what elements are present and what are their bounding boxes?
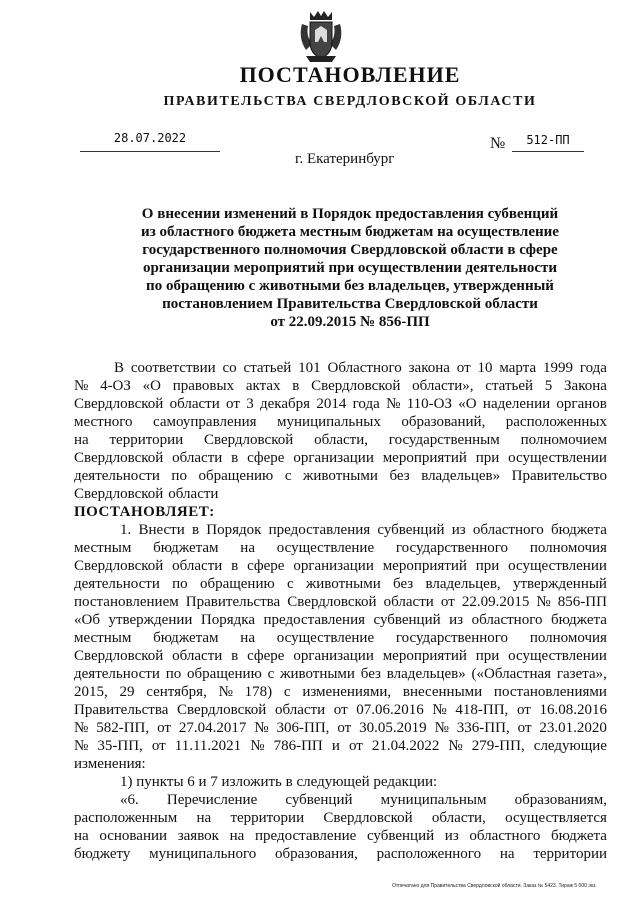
body-line <box>74 755 607 773</box>
word: наделении <box>482 396 551 412</box>
word: бюджета <box>550 612 607 628</box>
word: Свердловской <box>74 486 164 502</box>
word: государственного <box>395 540 509 556</box>
word: 178) <box>244 684 273 700</box>
word: животными <box>305 576 381 592</box>
word: следующие <box>533 738 607 754</box>
word: утверждении <box>108 612 193 628</box>
word: 21.04.2022 <box>371 738 440 754</box>
word: предоставление <box>255 828 357 844</box>
body-line <box>74 845 607 863</box>
body-line <box>74 377 607 395</box>
word: без <box>389 468 410 484</box>
word: статьей <box>243 360 292 376</box>
word: полномочием <box>520 432 607 448</box>
word: мероприятий <box>382 558 467 574</box>
word: на <box>196 810 212 826</box>
word: от <box>333 702 348 718</box>
word: «О <box>142 378 161 394</box>
word: владельцев, <box>425 576 501 592</box>
word: Свердловской <box>74 648 164 664</box>
word: Правительства <box>185 594 281 610</box>
document-heading <box>110 205 590 331</box>
body-line <box>74 611 607 629</box>
word: № <box>254 720 269 736</box>
word: по <box>171 468 187 484</box>
word: бюджетам <box>153 540 219 556</box>
word: от <box>516 702 531 718</box>
word: № <box>536 594 551 610</box>
word: территории <box>109 432 184 448</box>
word: от <box>440 594 455 610</box>
word: территории <box>230 810 305 826</box>
word: 279-ПП, <box>471 738 525 754</box>
document-date: 28.07.2022 <box>80 131 220 152</box>
word: образования, <box>275 846 358 862</box>
word: бюджета <box>551 828 607 844</box>
word: заявок <box>177 828 219 844</box>
word: основании <box>99 828 168 844</box>
word: № <box>434 720 449 736</box>
body-line <box>74 719 607 737</box>
word: Закона <box>564 378 607 394</box>
word: актах <box>245 378 281 394</box>
word: осуществление <box>276 540 375 556</box>
word: года <box>352 396 380 412</box>
word: 786-ПП <box>273 738 323 754</box>
decree-word: ПОСТАНОВЛЯЕТ: <box>74 504 215 520</box>
word: владельцев» <box>421 468 501 484</box>
body-line <box>74 575 607 593</box>
word: обращению <box>198 468 274 484</box>
word: деятельности <box>74 666 160 682</box>
word: образований, <box>401 414 486 430</box>
word: обращению <box>199 576 275 592</box>
word: 30.05.2019 <box>359 720 427 736</box>
word: Правительства <box>74 702 169 718</box>
word: 582-ПП, <box>96 720 150 736</box>
word: в <box>231 558 239 574</box>
word: бюджета <box>551 522 607 538</box>
body-line <box>74 629 607 647</box>
word: утвержденный <box>512 576 607 592</box>
word: расположенных <box>505 414 607 430</box>
word: из <box>451 522 466 538</box>
word: марта <box>499 360 537 376</box>
word: Перечисление <box>166 792 258 808</box>
word: Свердловской <box>74 450 164 466</box>
word: от <box>157 720 171 736</box>
word: области <box>169 396 220 412</box>
word: при <box>475 450 500 466</box>
heading-line: по обращению с животными без владельцев, утвержденный <box>146 278 554 294</box>
word: обращению <box>187 666 262 682</box>
word: соответствии <box>130 360 216 376</box>
word: 29 <box>119 684 135 700</box>
body-line <box>74 539 607 557</box>
word: субвенций <box>377 522 445 538</box>
word: 1999 <box>542 360 573 376</box>
word: 101 <box>298 360 321 376</box>
word: внесенными <box>402 684 483 700</box>
word: № <box>448 738 463 754</box>
word: на <box>499 846 515 862</box>
word: субвенций <box>373 612 441 628</box>
word: 856-ПП <box>557 594 607 610</box>
word: осуществлении <box>508 648 607 664</box>
word: областного <box>469 828 541 844</box>
word: деятельности <box>74 468 160 484</box>
body-line <box>74 647 607 665</box>
word: деятельности <box>74 576 160 592</box>
word: органов <box>556 396 607 412</box>
word: 22.09.2015 <box>461 594 530 610</box>
word: 4-ОЗ <box>100 378 131 394</box>
word: из <box>449 612 464 628</box>
word: местного <box>74 414 133 430</box>
heading-line: от 22.09.2015 № 856-ПП <box>270 314 430 330</box>
word: самоуправления <box>152 414 257 430</box>
word: 418-ПП, <box>455 702 509 718</box>
word: № <box>250 738 265 754</box>
body-line <box>74 701 607 719</box>
word: с <box>283 684 291 700</box>
word: 3 <box>246 396 254 412</box>
word: области, <box>314 432 368 448</box>
word: области <box>172 648 223 664</box>
word: статьей <box>485 378 534 394</box>
body-line <box>74 359 607 377</box>
word: с <box>286 576 294 592</box>
word: постановлениями <box>493 684 607 700</box>
word: постановлением <box>74 594 179 610</box>
number-label: № <box>490 135 506 152</box>
word: областного <box>472 522 544 538</box>
body-line <box>74 665 607 683</box>
word: области <box>274 702 326 718</box>
word: мероприятий <box>382 648 467 664</box>
word: в <box>231 648 239 664</box>
word: «О <box>458 396 477 412</box>
word: расположенного <box>376 846 482 862</box>
body-line <box>74 467 607 485</box>
word: от <box>337 720 352 736</box>
heading-line: государственного полномочия Свердловской области в сфере <box>142 242 558 258</box>
body-line <box>74 791 607 809</box>
word: местным <box>74 540 132 556</box>
word: осуществление <box>276 630 375 646</box>
word: животными <box>303 468 378 484</box>
word: В <box>114 360 125 376</box>
word: животными <box>280 666 355 682</box>
word: № <box>74 738 89 754</box>
word: территории <box>533 846 607 862</box>
document-number: 512-ПП <box>512 133 584 152</box>
word: Свердловской <box>203 432 294 448</box>
heading-line: организации мероприятий при осуществлении деятельности <box>142 260 558 276</box>
word: осуществляется <box>505 810 607 826</box>
body-line <box>74 593 607 611</box>
coat-of-arms-emblem <box>296 8 346 64</box>
word: закона <box>408 360 450 376</box>
document-subtitle: ПРАВИТЕЛЬСТВА СВЕРДЛОВСКОЙ ОБЛАСТИ <box>163 94 537 109</box>
word: государственным <box>388 432 500 448</box>
word: Свердловской <box>74 558 164 574</box>
word: предоставления <box>268 522 371 538</box>
word: Правительство <box>511 468 607 484</box>
heading-line: постановлением Правительства Свердловской области <box>162 296 538 312</box>
word: Свердловской <box>311 378 401 394</box>
word: Областного <box>327 360 402 376</box>
word: без <box>360 666 381 682</box>
word: осуществлении <box>508 558 607 574</box>
word: от <box>151 738 166 754</box>
word: Свердловской <box>323 810 413 826</box>
word: предоставления <box>263 612 365 628</box>
word: Свердловской <box>74 396 164 412</box>
word: полномочия <box>529 630 607 646</box>
word: Порядка <box>200 612 255 628</box>
word: области <box>168 486 219 502</box>
word: муниципальных <box>277 414 381 430</box>
word: от <box>226 396 240 412</box>
word: сфере <box>247 648 285 664</box>
body-line <box>74 827 607 845</box>
word: области <box>172 558 223 574</box>
word: в <box>191 522 200 538</box>
body-line <box>74 485 607 503</box>
word: 5 <box>544 378 553 394</box>
body-line <box>74 449 607 467</box>
word: государственного <box>395 630 509 646</box>
word: организации <box>293 648 374 664</box>
word: 336-ПП, <box>456 720 510 736</box>
word: областного <box>471 612 543 628</box>
word: области», <box>412 378 474 394</box>
word: 16.08.2016 <box>539 702 607 718</box>
word: сфере <box>247 450 285 466</box>
word: муниципальным <box>380 792 487 808</box>
word: Свердловской <box>287 594 377 610</box>
word: владельцев» <box>386 666 466 682</box>
word: 2014 <box>316 396 347 412</box>
body-line <box>74 809 607 827</box>
heading-line: О внесении изменений в Порядок предоставления субвенций <box>141 206 559 222</box>
word: на <box>74 432 89 448</box>
print-footer-note: Отпечатано для Правительства Свердловской области. Заказ № 5423. Тираж 5 000 экз. <box>392 883 597 889</box>
word: 110-ОЗ <box>406 396 452 412</box>
word: Свердловской <box>177 702 267 718</box>
word: сентября, <box>146 684 207 700</box>
word: № <box>386 396 401 412</box>
word: организации <box>293 450 374 466</box>
word: сфере <box>247 558 285 574</box>
word: местным <box>74 630 132 646</box>
word: без <box>393 576 414 592</box>
document-place: г. Екатеринбург <box>295 151 395 167</box>
word: 35-ПП, <box>97 738 143 754</box>
word: на <box>240 630 255 646</box>
word: изменения: <box>74 756 146 772</box>
word: и <box>331 738 340 754</box>
body-line <box>74 413 607 431</box>
word: от <box>517 720 532 736</box>
word: газета», <box>556 666 607 682</box>
word: в <box>292 378 300 394</box>
word: с <box>284 468 292 484</box>
word: правовых <box>172 378 235 394</box>
word: осуществлении <box>508 450 607 466</box>
body-line <box>74 395 607 413</box>
word: 07.06.2016 <box>356 702 424 718</box>
word: Внести <box>138 522 185 538</box>
heading-line: из областного бюджета местным бюджетам на осуществление <box>141 224 559 240</box>
word: с <box>267 666 275 682</box>
word: области <box>172 450 223 466</box>
word: Порядок <box>206 522 262 538</box>
word: («Областная <box>471 666 552 682</box>
word: 306-ПП, <box>276 720 330 736</box>
word: полномочия <box>529 540 607 556</box>
word: по <box>172 576 188 592</box>
word: от <box>456 360 471 376</box>
word: при <box>475 648 500 664</box>
word: при <box>475 558 500 574</box>
document-title: ПОСТАНОВЛЕНИЕ <box>239 62 461 87</box>
word: со <box>222 360 237 376</box>
word: «6. <box>120 792 139 808</box>
body-line <box>74 431 607 449</box>
word: субвенций <box>285 792 353 808</box>
word: образованиям, <box>514 792 607 808</box>
word: бюджетам <box>153 630 219 646</box>
word: субвенций <box>366 828 435 844</box>
word: изменениями, <box>302 684 392 700</box>
word: «Об <box>74 612 100 628</box>
word: расположенным <box>74 810 178 826</box>
body-line <box>74 521 607 539</box>
word: 23.01.2020 <box>539 720 607 736</box>
body-line <box>74 557 607 575</box>
word: года <box>579 360 607 376</box>
word: от <box>348 738 363 754</box>
word: 10 <box>477 360 493 376</box>
word: № <box>432 702 447 718</box>
word: на <box>240 540 255 556</box>
word: мероприятий <box>382 450 467 466</box>
word: муниципального <box>149 846 257 862</box>
word: 2015, <box>74 684 108 700</box>
word: 11.11.2021 <box>174 738 242 754</box>
document-body <box>74 359 607 863</box>
word: № <box>218 684 233 700</box>
word: 1. <box>120 522 132 538</box>
word: области, <box>431 810 486 826</box>
word: области <box>383 594 434 610</box>
word: организации <box>293 558 374 574</box>
word: из <box>444 828 459 844</box>
word: № <box>74 378 89 394</box>
word: на <box>229 828 245 844</box>
word: декабря <box>260 396 311 412</box>
body-line <box>74 737 607 755</box>
word: № <box>74 720 89 736</box>
body-line: 1) пункты 6 и 7 изложить в следующей редакции: <box>120 774 438 790</box>
word: бюджету <box>74 846 131 862</box>
word: на <box>74 828 89 844</box>
body-line <box>74 683 607 701</box>
word: по <box>165 666 182 682</box>
word: 27.04.2017 <box>178 720 247 736</box>
word: в <box>231 450 239 466</box>
